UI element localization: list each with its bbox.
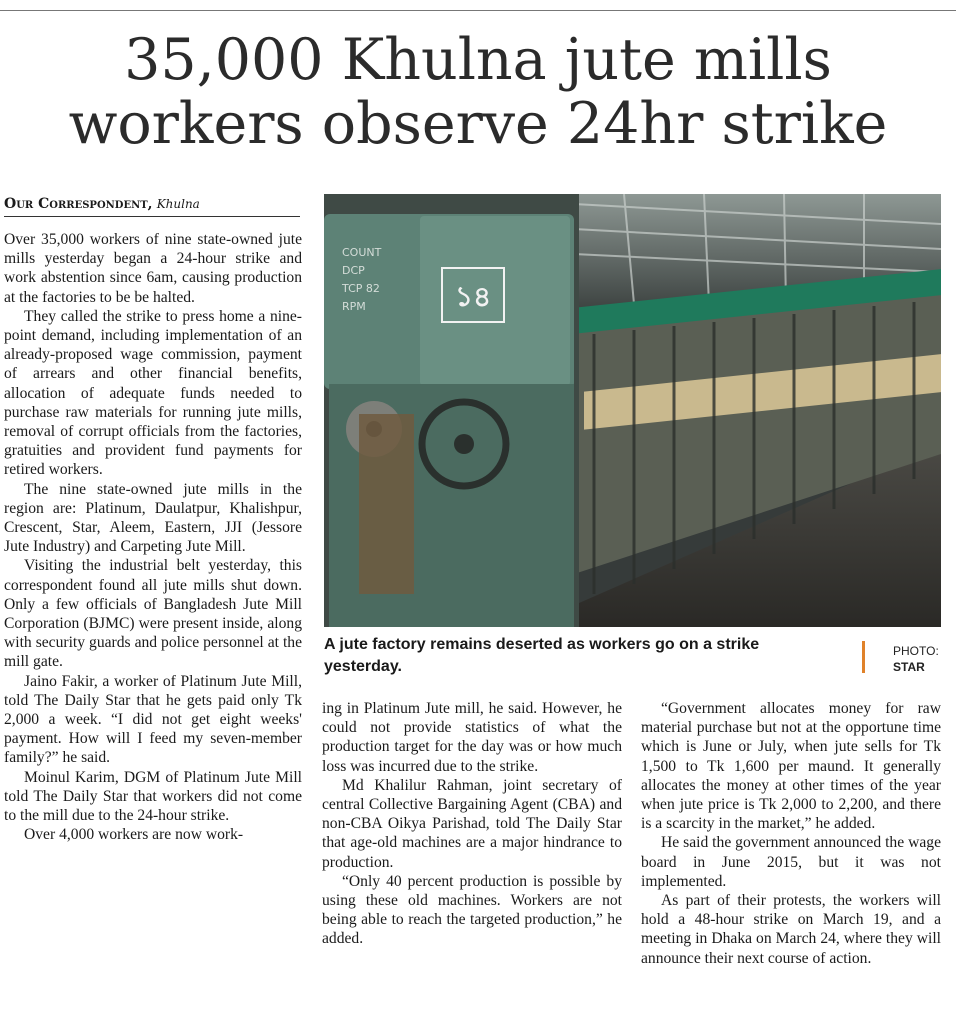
byline-location: Khulna xyxy=(156,197,200,211)
paragraph: “Government allocates money for raw material purchase but not at the opportune time which is June or July, when jute sells for Tk 1,500 to Tk 1,600 per maund. It generally allocates the money at other times of the year when jute price is Tk 2,000 to 2,200, and there is a scarcity in the market,” he added. xyxy=(641,700,941,833)
headline xyxy=(0,28,956,156)
paragraph: ing in Platinum Jute mill, he said. However, he could not provide statistics of what the production target for the day was or how much loss was incurred due to the strike. xyxy=(322,700,622,775)
headline-line-2: workers observe 24hr strike xyxy=(68,91,888,157)
machine-number-tag: ১৪ xyxy=(454,280,492,313)
photo-credit-source: STAR xyxy=(893,660,925,674)
paragraph: “Only 40 percent production is possible by using these old machines. Workers are not being able to reach the targeted production,” he added. xyxy=(322,872,622,948)
headline-line-1: 35,000 Khulna jute mills xyxy=(124,27,832,93)
machine-label: DCP xyxy=(342,264,365,277)
paragraph: Over 35,000 workers of nine state-owned jute mills yesterday began a 24-hour strike and work abstention since 6am, causing production at the factories to be be halted. xyxy=(4,231,302,306)
photo-caption: A jute factory remains deserted as workers go on a strike yesterday. xyxy=(324,636,760,675)
machine-label: RPM xyxy=(342,300,366,313)
paragraph: Jaino Fakir, a worker of Platinum Jute Mill, told The Daily Star that he gets paid only Tk 2,000 a week. “I did not get eight weeks' payment. How will I feed my seven-member family?” he said. xyxy=(4,672,302,767)
byline-author: Our Correspondent, xyxy=(4,196,153,212)
paragraph: As part of their protests, the workers will hold a 48-hour strike on March 19, and a meeting in Dhaka on March 24, where they will announce their next course of action. xyxy=(641,892,941,967)
jute-factory-image xyxy=(324,194,941,627)
top-rule xyxy=(0,10,956,11)
photo-credit-label: PHOTO: xyxy=(893,644,939,658)
machine-label: COUNT xyxy=(342,246,382,259)
machine-label: TCP 82 xyxy=(342,282,380,295)
paragraph: Md Khalilur Rahman, joint secretary of central Collective Bargaining Agent (CBA) and non-CBA Oikya Parishad, told The Daily Star that age-old machines are a major hindrance to production. xyxy=(322,776,622,871)
paragraph: They called the strike to press home a nine-point demand, including implementation of an already-proposed wage commission, payment of arrears and other financial benefits, allocation of adequate funds needed to purchase raw materials for running jute mills, removal of corrupt officials from the factories, gratuities and provident fund payments for retired workers. xyxy=(4,307,302,479)
paragraph: Moinul Karim, DGM of Platinum Jute Mill told The Daily Star that workers did not come to the mill due to the 24-hour strike. xyxy=(4,768,302,825)
paragraph: Over 4,000 workers are now work- xyxy=(24,826,244,844)
photo-credit xyxy=(893,643,939,675)
paragraph: He said the government announced the wage board in June 2015, but it was not implemented. xyxy=(641,834,941,890)
credit-accent-bar xyxy=(862,641,865,673)
factory-photo xyxy=(324,194,941,627)
paragraph: Visiting the industrial belt yesterday, this correspondent found all jute mills shut down. Only a few officials of Bangladesh Jute Mill Corporation (BJMC) were present inside, along with security guards and police personnel at the mill gate. xyxy=(4,557,302,671)
article-column-3 xyxy=(641,699,941,968)
byline xyxy=(4,196,300,217)
paragraph: The nine state-owned jute mills in the region are: Platinum, Daulatpur, Khalishpur, Crescent, Star, Aleem, Eastern, JJI (Jessore Jute Industry) and Carpeting Jute Mill. xyxy=(4,480,302,556)
article-column-2 xyxy=(322,699,622,949)
article-column-1 xyxy=(4,230,302,845)
